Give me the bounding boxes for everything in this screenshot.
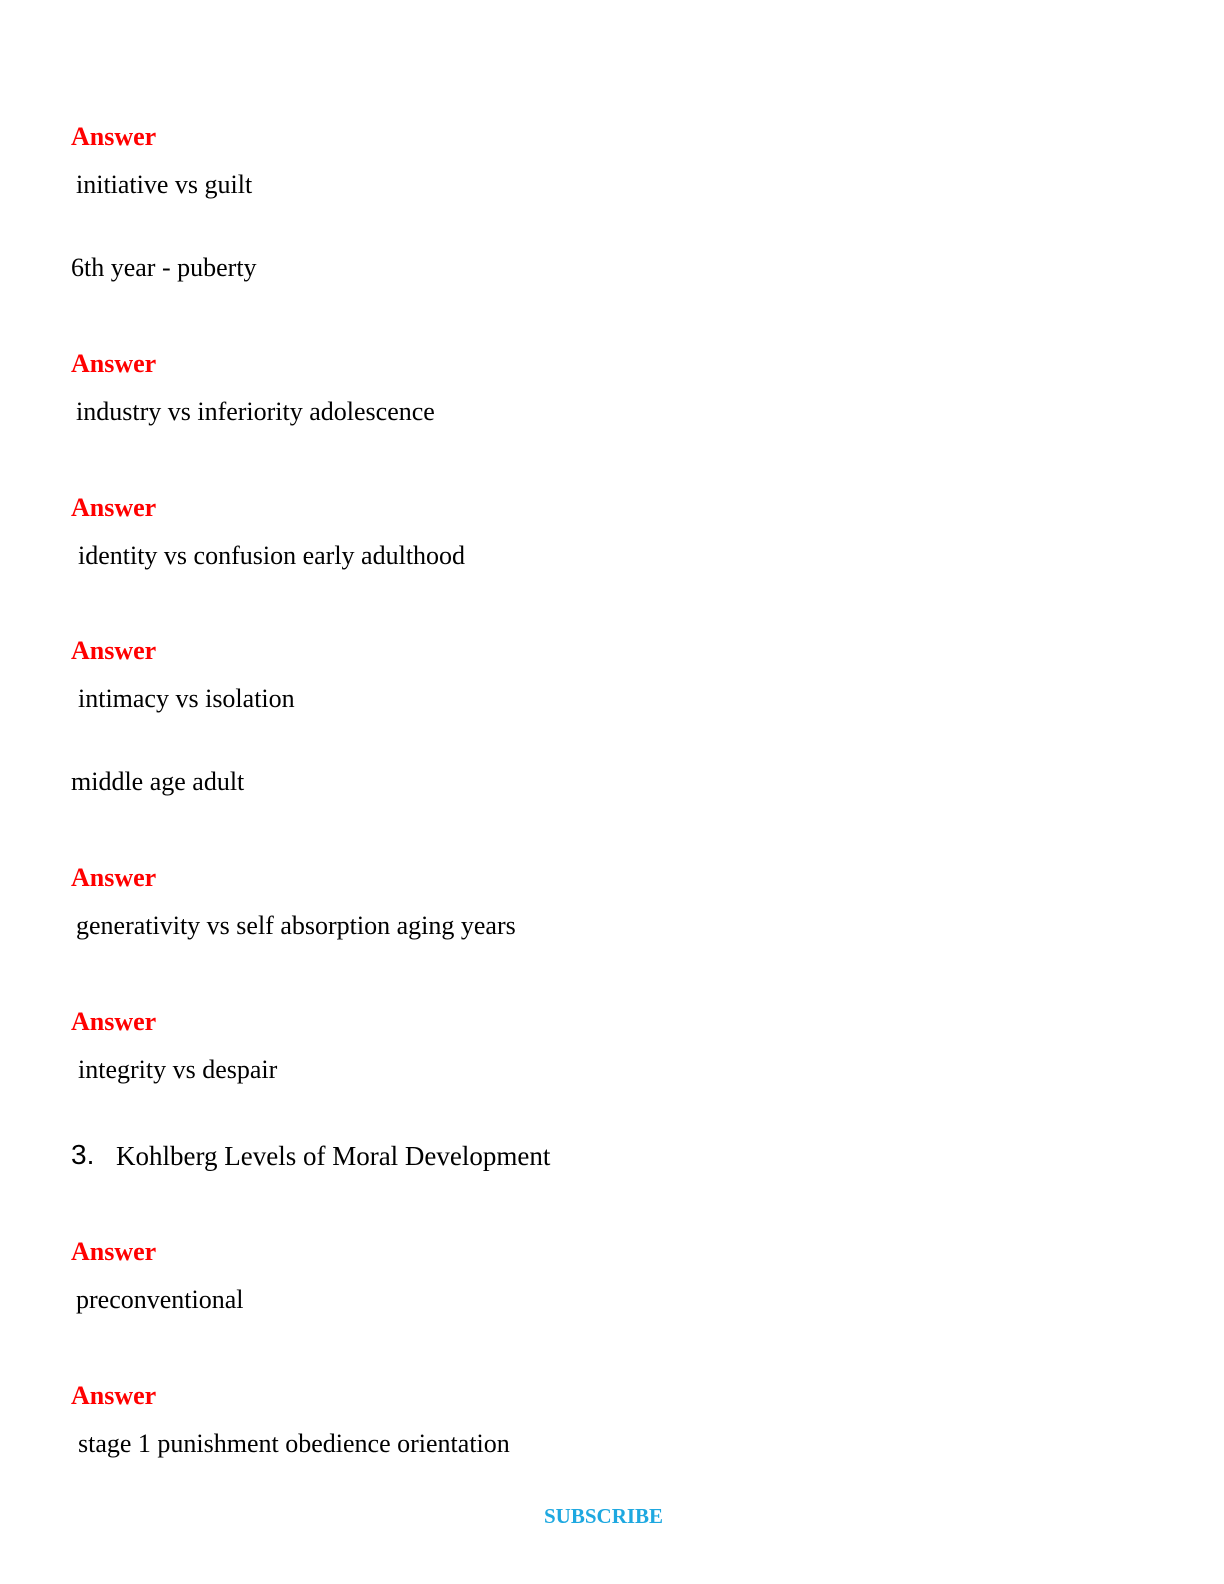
answer-label: Answer: [71, 636, 157, 665]
answer-label: Answer: [71, 1237, 157, 1266]
subscribe-link[interactable]: SUBSCRIBE: [544, 1504, 664, 1528]
section-title: Kohlberg Levels of Moral Development: [116, 1141, 551, 1171]
answer-label: Answer: [71, 1381, 157, 1410]
note-text: 6th year - puberty: [71, 253, 257, 282]
answer-text: identity vs confusion early adulthood: [78, 541, 466, 570]
answer-label: Answer: [71, 122, 157, 151]
answer-text: industry vs inferiority adolescence: [76, 397, 435, 426]
answer-text: initiative vs guilt: [76, 170, 253, 199]
answer-text: generativity vs self absorption aging years: [76, 911, 516, 940]
answer-text: stage 1 punishment obedience orientation: [78, 1429, 510, 1458]
answer-text: intimacy vs isolation: [78, 684, 295, 713]
note-text: middle age adult: [71, 767, 245, 796]
answer-label: Answer: [71, 863, 157, 892]
answer-label: Answer: [71, 349, 157, 378]
answer-label: Answer: [71, 1007, 157, 1036]
answer-text: integrity vs despair: [78, 1055, 278, 1084]
answer-label: Answer: [71, 493, 157, 522]
section-number: 3.: [71, 1139, 95, 1170]
answer-text: preconventional: [76, 1285, 244, 1314]
